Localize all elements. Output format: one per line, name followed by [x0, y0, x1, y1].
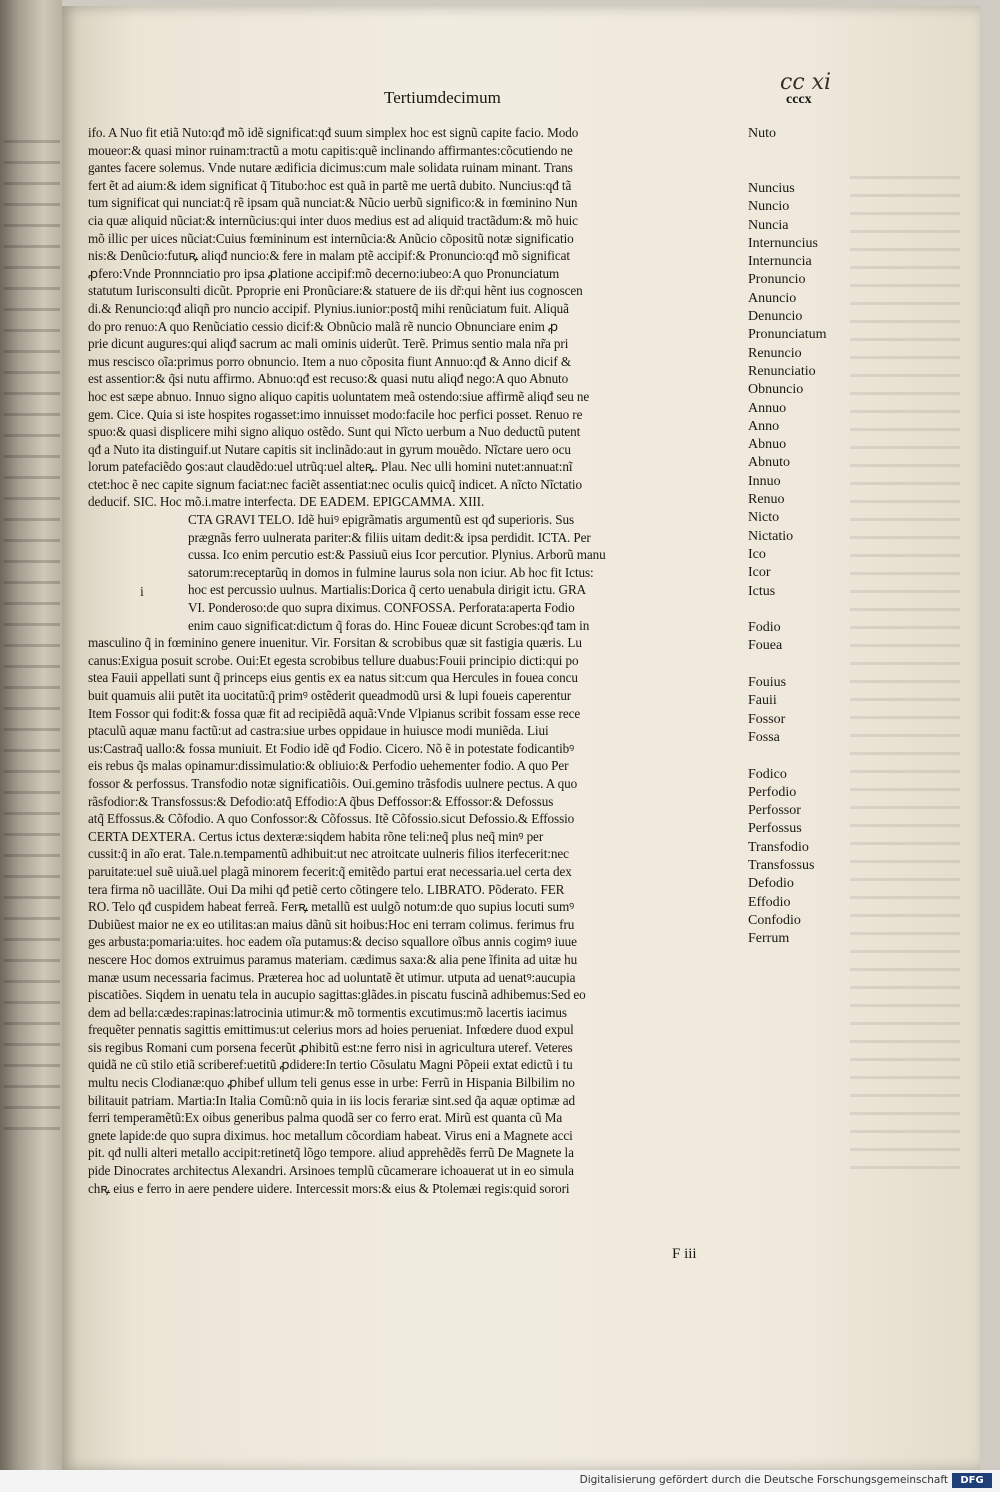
marginal-gloss: Denuncio — [748, 309, 803, 324]
text-line: RO. Telo qđ cuspidem habeat ferreã. Ferꝶ metallũ est uulgõ notum:de quo supius locuti sumꝰ — [88, 899, 575, 915]
book-spine-facing-page — [0, 0, 62, 1470]
text-line: hoc est percussio uulnus. Martialis:Dorica q̃ certo uenabula dirigit ictu. GRA — [188, 582, 587, 598]
text-line: sis regibus Romani cum porsena fecerũt ꝓhibitũ est:ne ferro nisi in agricultura uteref. Veteres — [88, 1039, 573, 1055]
text-line: tum significat qui nunciat:q̃ rẽ ipsam quã nunciat:& Nũcio uerbũ significo:& in fœminino Nun — [88, 195, 578, 211]
marginal-gloss: Effodio — [748, 894, 791, 910]
text-line: fert ẽt ad aium:& idem significat q̃ Titubo:hoc est quã in partẽ me uertã dubito. Nuncius:qđ tã — [88, 177, 572, 193]
digitization-footer — [0, 1470, 1000, 1492]
text-line: Item Fossor qui fodit:& fossa quæ fit ad recipiẽdã aquã:Vnde Vlpianus scribit fossam esse rece — [88, 705, 581, 721]
facing-page-text-fragment — [4, 140, 60, 1140]
text-line: multu necis Clodianæ:quo ꝓhibef ullum teli genus esse in urbe: Ferrũ in Hispania Bilbilim no — [88, 1075, 575, 1091]
signature-mark: F iii — [672, 1246, 697, 1262]
marginal-gloss: Renuncio — [748, 345, 802, 361]
marginal-gloss: Fouius — [748, 675, 787, 690]
marginal-gloss: Internuncius — [748, 235, 818, 251]
text-line: ptaculũ aquæ manu factũ:ut ad castra:siue urbes oppidaue in huiusce modi muniẽda. Liui — [88, 723, 549, 739]
marginal-gloss: Pronuncio — [748, 272, 806, 288]
text-line: pit. qđ nulli alteri metallo accipit:retinetq̃ lõgo tempore. aliud apprehẽdẽs ferrũ De Magnete la — [88, 1145, 574, 1161]
text-line: ges arbusta:pomaria:uites. hoc eadem oĩa putamus:& deciso squallore oĩbus annis cogimꝰ iuue — [88, 934, 577, 950]
text-line: satorum:receptarũq in domos in fulmine laurus sola non iciur. Ab hoc fit Ictus: — [188, 564, 594, 580]
text-line: paruitate:uel suẽ uiuã.uel plagã minorem fecerit:q̃ emitẽdo partui erat necessaria.uel certa dex — [88, 863, 572, 879]
marginal-gloss: Fossor — [748, 711, 786, 727]
text-line: CTA GRAVI TELO. Idẽ huiꝰ epigrãmatis argumentũ est qđ superioris. Sus — [188, 512, 575, 528]
marginal-gloss: Renunciatio — [748, 363, 816, 379]
text-line: buit quamuis alii putẽt ita uocitatũ:q̃ primꝰ ostẽderit queadmodũ ursi & lupi foueis caperentur — [88, 688, 572, 703]
text-line: mõ illic per uices nũciat:Cuius fœmininum est internũcia:& Anũcio cõpositũ notæ significatio — [88, 230, 574, 246]
handwritten-folio: cc xi — [780, 70, 832, 95]
text-line: ferri temperamẽtũ:Ex oibus generibus palma quodã ser co ferro erat. Mirũ est quanta cũ Ma — [88, 1110, 563, 1126]
text-line: deducif. SIC. Hoc mõ.i.matre interfecta. DE EADEM. EPIGCAMMA. XIII. — [88, 494, 485, 510]
marginal-gloss: Transfossus — [748, 858, 815, 873]
text-line: statutum Iurisconsulti dicũt. Pproprie eni Pronũciare:& statuere de iis dr̃:qui hẽnt ius cognoscen — [88, 283, 583, 299]
marginal-gloss: Nictatio — [748, 528, 794, 544]
marginal-gloss: Obnuncio — [748, 382, 804, 398]
text-line: quidã ne cũ stilo etiã scriberef:uetitũ ꝓdidere:In tertio Cõsulatu Magni Põpeii extat edictũ i tu — [88, 1057, 573, 1073]
marginal-marker: i — [140, 585, 144, 600]
text-line: masculino q̃ in fœminino genere inuenitur. Vir. Forsitan & scrobibus quæ sit fastigia quæris. Lu — [88, 635, 582, 651]
folio-number — [760, 70, 840, 110]
text-line: frequẽter pennatis sagittis emittimus:ut celerius mors ad hoies perueniat. Infœdere duod expul — [88, 1022, 574, 1038]
text-line: CERTA DEXTERA. Certus ictus dexteræ:siqdem habita rõne teli:neq̃ plus neq̃ minꝰ per — [88, 828, 544, 844]
main-text-column — [88, 124, 738, 1197]
text-line: manæ usum necessaria facimus. Præterea hoc ad uoluntatẽ ẽt utimur. utputa ad uenatꝰ:aucupia — [88, 969, 576, 985]
text-line: hoc est sæpe abnuo. Innuo signo aliquo capitis uoluntatem meã ostendo:siue affirmẽ aliqđ seu ne — [88, 388, 590, 404]
text-line: gem. Cice. Quia si iste hospites rogasset:imo innuisset modo:facile hoc perfici posset. Renuo re — [88, 406, 583, 422]
text-line: piscatiões. Siqdem in uenatu tela in aucupio sagittas:glãdes.in piscatu fuscinã adhibemus:Sed eo — [88, 987, 586, 1003]
text-line: do pro renuo:A quo Renũciatio cessio dicif:& Obnũcio malã rẽ nuncio Obnunciare enim ꝓ — [88, 318, 559, 334]
text-line: pide Dinocrates architectus Alexandri. Arsinoes templũ cũcamerare ichoauerat ut in eo simula — [88, 1163, 574, 1179]
marginal-gloss: Internuncia — [748, 254, 812, 270]
marginal-gloss: Nuto — [748, 126, 776, 141]
text-line: Dubiũest maior ne ex eo utilitas:an maius dãnũ sit hoibus:Hoc eni terram colimus. ferimus fru — [88, 916, 575, 932]
text-line: prie dicunt augures:qui aliqđ sacrum ac mali ominis uiderũt. Terẽ. Primus sentio mala nr̃a pri — [88, 336, 569, 352]
marginal-gloss: Perfossor — [748, 803, 801, 819]
marginal-gloss: Renuo — [748, 492, 785, 507]
marginal-gloss: Fossa — [748, 729, 780, 745]
text-line: lorum patefaciẽdo ꝯos:aut claudẽdo:uel utrũq:uel alteꝶ. Plau. Nec ulli homini nutet:annuat:nĩ — [88, 459, 573, 475]
text-line: us:Castraq̃ uallo:& fossa muniuit. Et Fodio idẽ qđ Fodio. Cicero. Nõ ẽ in potestate fodicantibꝰ — [88, 740, 575, 756]
text-line: VI. Ponderoso:de quo supra diximus. CONFOSSA. Perforata:aperta Fodio — [188, 600, 575, 616]
text-line: bilitauit patriam. Martia:In Italia Comũ:nõ quia in iis locis ferariæ sint.sed q̃a aquæ optimæ ad — [88, 1092, 576, 1108]
marginal-gloss: Fodio — [748, 620, 781, 636]
text-line: spuo:& quasi displicere mihi signo aliquo ostẽdo. Sunt qui Nĩcto uerbum a Nuo deductũ putent — [88, 424, 581, 440]
marginal-gloss: Anno — [748, 418, 780, 434]
marginal-gloss: Perfodio — [748, 784, 797, 800]
text-line: chꝶ eius e ferro in aere pendere uidere. Intercessit mors:& eius & Ptolemæi regis:quid sorori — [88, 1180, 570, 1196]
text-line: cussit:q̃ in aĩo erat. Tale.n.tempamentũ adhibuit:ut nec atroitcate uulneris filios iterfecerit:nec — [88, 846, 569, 862]
marginal-gloss: Ferrum — [748, 931, 790, 947]
text-line: prægnãs ferro uulnerata pariter:& filiis uitam dedit:& ipsa perdidit. ICTA. Per — [188, 529, 591, 545]
marginal-gloss: Nuncius — [748, 180, 795, 196]
marginal-gloss: Transfodio — [748, 839, 809, 855]
printed-folio: cccx — [786, 92, 812, 107]
text-line: ꝓfero:Vnde Pronnnciatio pro ipsa ꝓlatione accipif:mõ decerno:iubeo:A quo Pronunciatum — [88, 265, 560, 281]
text-line: enim cauo significat:dictum q̃ foras do. Hinc Foueæ dicunt Scrobes:qđ tam in — [188, 617, 590, 633]
text-line: qđ a Nuto ita distinguif.ut Nutare capitis sit inclinãdo:aut in gyrum mouẽdo. Nĩctare uero ocu — [88, 441, 571, 457]
marginal-gloss: Abnuo — [748, 437, 787, 453]
marginal-gloss: Ictus — [748, 583, 776, 599]
marginal-gloss: Confodio — [748, 912, 801, 928]
marginal-gloss: Nuncio — [748, 199, 790, 215]
text-line: nis:& Denũcio:futuꝶ aliqđ nuncio:& fere in malam ptẽ accipif:& Pronuncio:qđ mõ significat — [88, 248, 570, 264]
text-line: rãsfodior:& Transfossus:& Defodio:atq̃ Effodio:A q̃bus Deffossor:& Effossor:& Defossus — [88, 793, 554, 809]
marginal-gloss: Fouea — [748, 638, 783, 654]
marginal-gloss: Nicto — [748, 510, 780, 526]
funding-credit: Digitalisierung gefördert durch die Deutsche Forschungsgemeinschaft — [579, 1474, 948, 1486]
text-line: ctet:hoc ẽ nec capite signum faciat:nec faciẽt assentiat:nec oculis quicq̃ indicet. A nĩcto Nĩctatio — [88, 476, 582, 492]
marginal-gloss: Perfossus — [748, 821, 802, 837]
dfg-logo: DFG — [952, 1473, 992, 1488]
marginal-gloss: Anuncio — [748, 290, 797, 306]
marginal-gloss: Defodio — [748, 876, 794, 892]
text-line: mus rescisco oĩa:primus porro obnuncio. Item a nuo cõposita fiunt Annuo:qđ & Anno dicif & — [88, 353, 571, 369]
text-line: cia quæ aliquid nũciat:& internũcius:qui inter duos medius est ad aliquid tractãdum:& mõ huic — [88, 212, 578, 228]
running-head: Tertiumdecimum — [384, 88, 501, 107]
text-line: cussa. Ico enim percutio est:& Passiuũ eius Icor percutior. Plynius. Arborũ manu — [188, 547, 606, 563]
marginal-gloss: Pronunciatum — [748, 327, 827, 343]
marginal-gloss: Fauii — [748, 693, 777, 709]
text-line: canus:Exigua posuit scrobe. Oui:Et egesta scrobibus tellure duabus:Fouii principio dicti:qui po — [88, 652, 579, 668]
text-line: stea Fauii appellati sunt q̃ princeps eius gentis ex ea natus sit:cum qua Hercules in fouea concu — [88, 670, 578, 686]
text-line: tera firma nõ uacillãte. Oui Da mihi qđ petiẽ certo cõtingere telo. LIBRATO. Põderato. FER — [88, 881, 565, 897]
marginal-gloss: Fodico — [748, 766, 787, 782]
text-line: est assentior:& q̃si nutu affirmo. Abnuo:qđ est recuso:& quasi nutu aliqđ nego:A quo Abnuto — [88, 371, 569, 387]
text-line: eis rebus q̃s malas opinamur:dissimulatio:& obliuio:& Perfodio uehementer fodio. A quo Per — [88, 758, 569, 774]
text-line: moueor:& quasi minor ruinam:tractũ a motu capitis:quẽ inclinando affirmantes:cõcutiendo ne — [88, 142, 573, 158]
marginal-gloss: Icor — [748, 565, 771, 581]
text-line: nescere Hoc domos extruimus paramus materiam. cædimus saxa:& alia pene ĩfinita ad uitæ hu — [88, 951, 578, 967]
text-line: gantes facere solemus. Vnde nutare ædificia dicimus:cum male solidata ruinam minant. Trans — [88, 160, 573, 176]
marginal-gloss: Annuo — [748, 400, 787, 416]
marginal-gloss: Nuncia — [748, 217, 789, 233]
text-line: atq̃ Effossus.& Cõfodio. A quo Confossor:& Cõfossus. Itẽ Cõfossio.sicut Defossio.& Effossio — [88, 811, 575, 827]
text-line: gnete lapide:de quo supra diximus. hoc metallum cõcordiam habeat. Virus eni a Magnete acci — [88, 1127, 573, 1143]
text-line: di.& Renuncio:qđ aliqñ pro nuncio accipif. Plynius.iunior:postq̃ mihi renũciatum fuit. Aliquã — [88, 300, 569, 316]
show-through-text — [850, 176, 960, 1176]
text-line: fossor & perfossus. Transfodio notæ significatiõis. Oui.gemino trãsfodis uulnere pectus. A quo — [88, 775, 578, 791]
text-line: dem ad bella:cædes:rapinas:latrocinia utimur:& mõ tormentis excutimus:mõ lacertis iacimus — [88, 1004, 567, 1020]
marginal-gloss: Abnuto — [748, 455, 790, 471]
marginal-gloss: Ico — [748, 546, 766, 562]
marginal-gloss: Innuo — [748, 473, 781, 489]
text-line: ifo. A Nuo fit etiã Nuto:qđ mõ idẽ significat:qđ suum simplex hoc est signũ capite facio. Modo — [88, 125, 579, 140]
